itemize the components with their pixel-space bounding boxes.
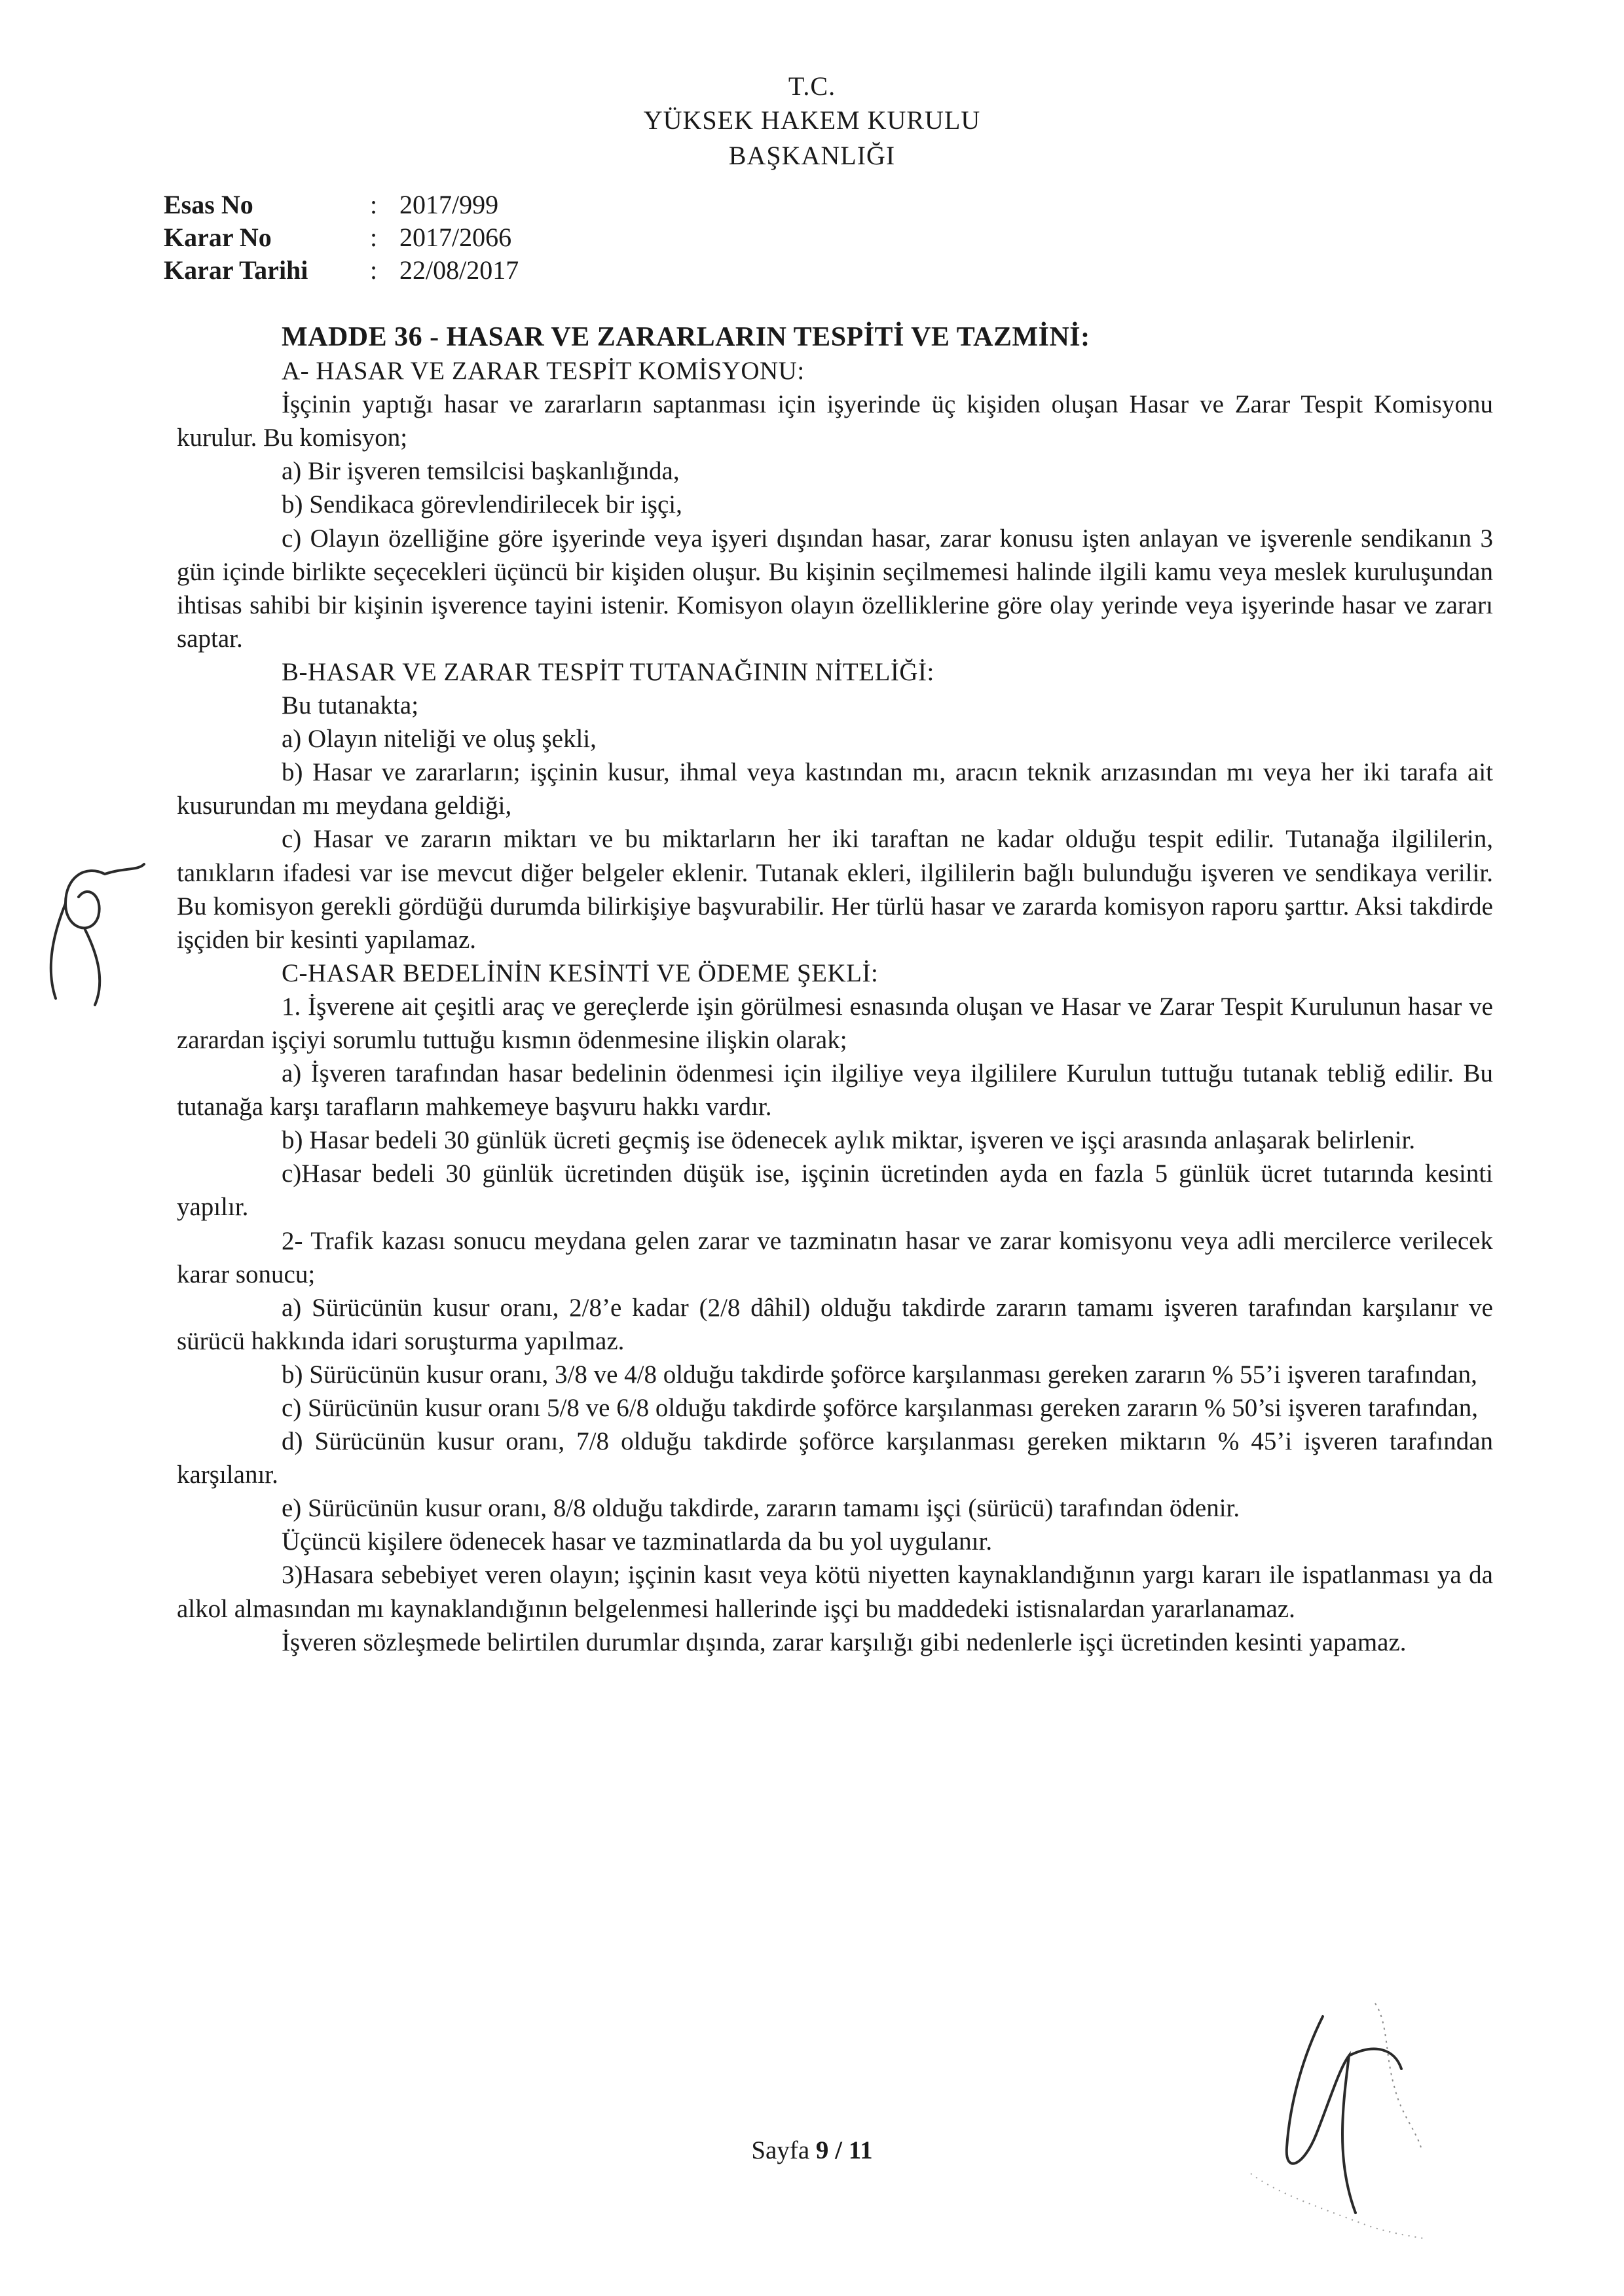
article-title: MADDE 36 - HASAR VE ZARARLARIN TESPİTİ VE TAZMİNİ:	[282, 322, 1090, 352]
esas-separator: :	[370, 190, 378, 219]
tarih-label: Karar Tarihi	[164, 255, 308, 285]
section-a-item-b: b) Sendikaca görevlendirilecek bir işçi,	[282, 490, 682, 519]
section-c-item-1a: a) İşveren tarafından hasar bedelinin ödenmesi için ilgiliye veya ilgililere Kurulun tuttuğu tutanak tebliğ edilir. Bu tutanağa karşı tarafların mahkemeye başvuru hakkı vardır.	[177, 1059, 1493, 1121]
signature-icon	[1225, 1977, 1441, 2252]
section-a-heading: A- HASAR VE ZARAR TESPİT KOMİSYONU:	[282, 357, 805, 386]
page-separator: /	[835, 2136, 843, 2164]
karar-label: Karar No	[164, 223, 272, 252]
section-b-item-c: c) Hasar ve zararın miktarı ve bu miktarların her iki taraftan ne kadar olduğu tespit edilir. Tutanağa ilgililerin, tanıkların ifadesi var ise mevcut diğer belgeler eklenir. Tutanak ekleri, ilgililerin bağlı bulunduğu işveren ve sendikaya verilir. Bu komisyon gerekli gördüğü durumda bilirkişiye başvurabilir. Her türlü hasar ve zararda komisyon raporu şarttır. Aksi takdirde işçiden bir kesinti yapılamaz.	[177, 825, 1493, 954]
section-c-item-3: 3)Hasara sebebiyet veren olayın; işçinin kasıt veya kötü niyetten kaynaklandığının yargı kararı ile ispatlanması ya da alkol almasından mı kaynaklandığının belgelenmesi hallerinde işçi bu maddedeki istisnalardan yararlanamaz.	[177, 1561, 1493, 1623]
page-total: 11	[848, 2136, 873, 2164]
section-b-item-b: b) Hasar ve zararların; işçinin kusur, ihmal veya kastından mı, aracın teknik arızasından mı veya her iki tarafa ait kusurundan mı meydana geldiği,	[177, 758, 1493, 820]
section-c-heading: C-HASAR BEDELİNİN KESİNTİ VE ÖDEME ŞEKLİ:	[282, 958, 879, 987]
article-body	[177, 321, 1493, 1659]
page-current: 9	[815, 2136, 829, 2164]
esas-label: Esas No	[164, 190, 253, 219]
section-c-final: İşveren sözleşmede belirtilen durumlar dışında, zarar karşılığı gibi nedenlerle işçi ücretinden kesinti yapamaz.	[282, 1628, 1407, 1656]
section-b-item-a: a) Olayın niteliği ve oluş şekli,	[282, 725, 597, 754]
handwritten-initial-icon	[26, 858, 151, 1015]
section-c-item-2b: b) Sürücünün kusur oranı, 3/8 ve 4/8 olduğu takdirde şoförce karşılanması gereken zararın % 55’i işveren tarafından,	[282, 1360, 1477, 1389]
karar-separator: :	[370, 223, 378, 252]
section-c-item-1c: c)Hasar bedeli 30 günlük ücretinden düşük ise, işçinin ücretinden ayda en fazla 5 günlük ücret tutarında kesinti yapılır.	[177, 1159, 1493, 1222]
section-c-item-1: 1. İşverene ait çeşitli araç ve gereçlerde işin görülmesi esnasında oluşan ve Hasar ve Zarar Tespit Kurulunun hasar ve zarardan işçiyi sorumlu tuttuğu kısmın ödenmesine ilişkin olarak;	[177, 992, 1493, 1054]
section-c-item-2: 2- Trafik kazası sonucu meydana gelen zarar ve tazminatın hasar ve zarar komisyonu veya adli mercilerce verilecek karar sonucu;	[177, 1226, 1493, 1288]
page-label: Sayfa	[751, 2136, 810, 2164]
header-presidency: BAŞKANLIĞI	[728, 141, 896, 170]
case-metadata	[164, 189, 519, 287]
section-a-item-a: a) Bir işveren temsilcisi başkanlığında,	[282, 457, 680, 486]
header-tc: T.C.	[788, 71, 836, 101]
karar-value: 2017/2066	[399, 223, 512, 252]
tarih-value: 22/08/2017	[399, 255, 519, 285]
tarih-separator: :	[370, 255, 378, 285]
header-institution: YÜKSEK HAKEM KURULU	[643, 105, 981, 135]
section-b-intro: Bu tutanakta;	[282, 691, 419, 720]
section-c-item-2e: e) Sürücünün kusur oranı, 8/8 olduğu takdirde, zararın tamamı işçi (sürücü) tarafından ödenir.	[282, 1494, 1240, 1523]
esas-row	[164, 189, 519, 221]
tarih-row	[164, 254, 519, 287]
karar-row	[164, 221, 519, 254]
section-c-item-2d: d) Sürücünün kusur oranı, 7/8 olduğu takdirde şoförce karşılanması gereken miktarın % 45’i işveren tarafından karşılanır.	[177, 1427, 1493, 1489]
section-c-third-parties: Üçüncü kişilere ödenecek hasar ve tazminatlarda da bu yol uygulanır.	[282, 1527, 993, 1556]
section-c-item-2a: a) Sürücünün kusur oranı, 2/8’e kadar (2/8 dâhil) olduğu takdirde zararın tamamı işveren tarafından karşılanır ve sürücü hakkında idari soruşturma yapılmaz.	[177, 1293, 1493, 1355]
esas-value: 2017/999	[399, 190, 499, 219]
section-a-item-c: c) Olayın özelliğine göre işyerinde veya işyeri dışından hasar, zarar konusu işten anlayan ve işverenle sendikanın 3 gün içinde birlikte seçecekleri üçüncü bir kişiden oluşur. Bu kişinin seçilmemesi halinde ilgili kamu veya meslek kuruluşundan ihtisas sahibi bir kişinin işverence tayini istenir. Komisyon olayın özelliklerine göre olay yerinde veya işyerinde hasar ve zararı saptar.	[177, 524, 1493, 653]
section-a-paragraph: İşçinin yaptığı hasar ve zararların saptanması için işyerinde üç kişiden oluşan Hasar ve Zarar Tespit Komisyonu kurulur. Bu komisyon;	[177, 390, 1493, 452]
section-b-heading: B-HASAR VE ZARAR TESPİT TUTANAĞININ NİTELİĞİ:	[282, 657, 934, 686]
section-c-item-2c: c) Sürücünün kusur oranı 5/8 ve 6/8 olduğu takdirde şoförce karşılanması gereken zararın % 50’si işveren tarafından,	[282, 1394, 1479, 1422]
section-c-item-1b: b) Hasar bedeli 30 günlük ücreti geçmiş ise ödenecek aylık miktar, işveren ve işçi arasında anlaşarak belirlenir.	[282, 1126, 1416, 1155]
page-number	[688, 2136, 936, 2165]
